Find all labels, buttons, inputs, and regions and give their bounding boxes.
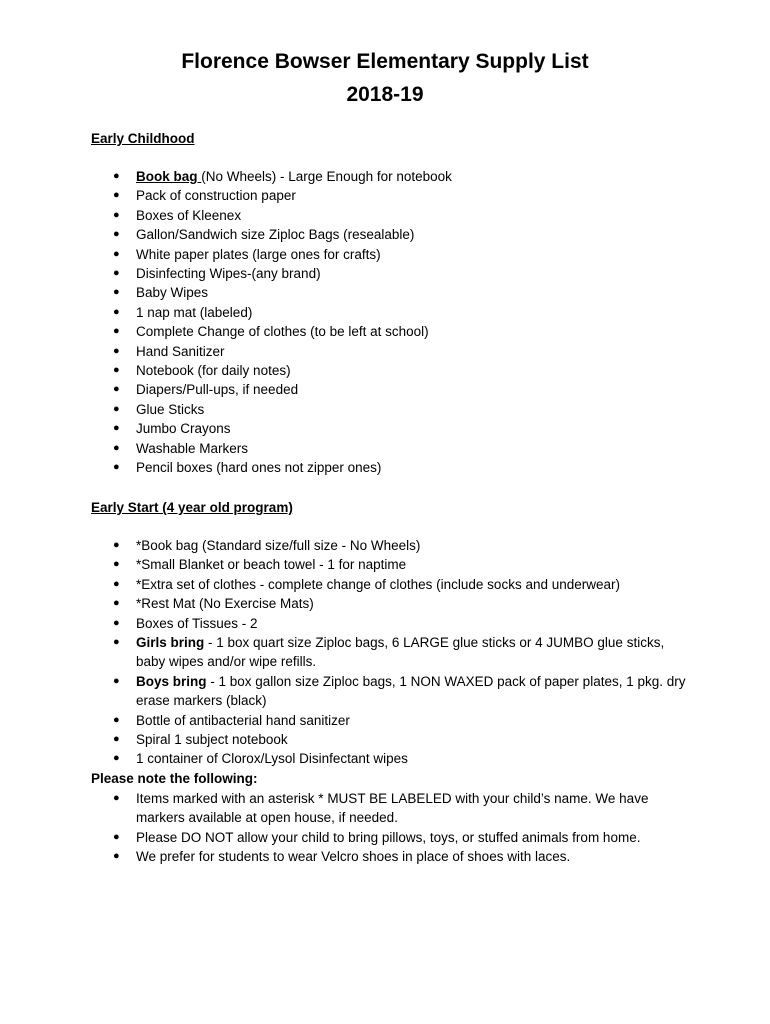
bullet-icon: ● bbox=[113, 383, 120, 396]
bullet-icon: ● bbox=[113, 830, 120, 843]
item-text: White paper plates (large ones for crafts) bbox=[136, 246, 381, 262]
bullet-icon: ● bbox=[113, 577, 120, 590]
bullet-icon: ● bbox=[113, 267, 120, 280]
bullet-icon: ● bbox=[113, 344, 120, 357]
item-text: Items marked with an asterisk * MUST BE LABELED with your child’s name. We have markers available at open house, if needed. bbox=[136, 791, 649, 826]
item-text: Bottle of antibacterial hand sanitizer bbox=[136, 712, 350, 728]
item-lead: Book bag bbox=[136, 169, 202, 184]
item-text: We prefer for students to wear Velcro shoes in place of shoes with laces. bbox=[136, 849, 571, 865]
item-text: Glue Sticks bbox=[136, 401, 205, 417]
bullet-icon: ● bbox=[113, 286, 120, 299]
bullet-icon: ● bbox=[113, 636, 120, 649]
notes-heading: Please note the following: bbox=[91, 771, 258, 786]
item-text: Washable Markers bbox=[136, 440, 249, 456]
item-text: Jumbo Crayons bbox=[136, 421, 231, 437]
list-item bbox=[0, 303, 770, 322]
bullet-icon: ● bbox=[113, 402, 120, 415]
page-year: 2018-19 bbox=[346, 83, 424, 106]
item-text: *Small Blanket or beach towel - 1 for naptime bbox=[136, 557, 407, 573]
item-text: Boxes of Tissues - 2 bbox=[136, 615, 258, 631]
early-start-list bbox=[0, 536, 770, 769]
early-childhood-list bbox=[0, 167, 770, 478]
item-text: *Book bag (Standard size/full size - No Wheels) bbox=[136, 538, 421, 553]
bullet-icon: ● bbox=[113, 539, 120, 551]
item-text: - 1 box gallon size Ziploc bags, 1 NON WAXED pack of paper plates, 1 pkg. dry erase markers (black) bbox=[136, 673, 686, 709]
list-item bbox=[0, 186, 770, 205]
list-item bbox=[0, 342, 770, 361]
list-item bbox=[0, 789, 770, 828]
bullet-icon: ● bbox=[113, 422, 120, 435]
list-item bbox=[0, 458, 770, 477]
bullet-icon: ● bbox=[113, 364, 120, 377]
item-lead: Boys bring bbox=[136, 673, 207, 689]
early-start-heading: Early Start (4 year old program) bbox=[91, 500, 293, 515]
bullet-icon: ● bbox=[113, 674, 120, 687]
list-item bbox=[0, 711, 770, 730]
item-text: - 1 box quart size Ziploc bags, 6 LARGE glue sticks or 4 JUMBO glue sticks, baby wipes and/or wipe refills. bbox=[136, 635, 665, 670]
item-text: (No Wheels) - Large Enough for notebook bbox=[201, 169, 452, 184]
list-item bbox=[0, 380, 770, 399]
bullet-icon: ● bbox=[113, 441, 120, 454]
list-item bbox=[0, 730, 770, 749]
bullet-icon: ● bbox=[113, 461, 120, 474]
list-item bbox=[0, 614, 770, 633]
bullet-icon: ● bbox=[113, 189, 120, 202]
list-item bbox=[0, 749, 770, 768]
list-item bbox=[0, 439, 770, 458]
list-item bbox=[0, 245, 770, 264]
bullet-icon: ● bbox=[113, 325, 120, 338]
bullet-icon: ● bbox=[113, 616, 120, 629]
list-item bbox=[0, 206, 770, 225]
item-lead: Girls bring bbox=[136, 635, 205, 651]
list-item bbox=[0, 594, 770, 613]
item-text: Disinfecting Wipes-(any brand) bbox=[136, 266, 321, 282]
page-title: Florence Bowser Elementary Supply List bbox=[181, 50, 589, 73]
list-item bbox=[0, 167, 770, 186]
bullet-icon: ● bbox=[113, 850, 120, 863]
bullet-icon: ● bbox=[113, 558, 120, 571]
list-item bbox=[0, 672, 770, 711]
item-text: Pack of construction paper bbox=[136, 188, 296, 204]
bullet-icon: ● bbox=[113, 247, 120, 260]
early-childhood-heading: Early Childhood bbox=[91, 131, 195, 146]
item-text: 1 container of Clorox/Lysol Disinfectant wipes bbox=[136, 751, 408, 767]
item-text: 1 nap mat (labeled) bbox=[136, 304, 253, 320]
item-text: Baby Wipes bbox=[136, 285, 209, 301]
list-item bbox=[0, 361, 770, 380]
notes-list bbox=[0, 789, 770, 867]
bullet-icon: ● bbox=[113, 170, 120, 182]
item-text: Please DO NOT allow your child to bring pillows, toys, or stuffed animals from home. bbox=[136, 829, 641, 845]
item-text: *Rest Mat (No Exercise Mats) bbox=[136, 596, 314, 612]
list-item bbox=[0, 555, 770, 574]
bullet-icon: ● bbox=[113, 208, 120, 221]
item-text: Diapers/Pull-ups, if needed bbox=[136, 382, 299, 398]
item-text: Boxes of Kleenex bbox=[136, 207, 242, 223]
item-text: Pencil boxes (hard ones not zipper ones) bbox=[136, 460, 382, 476]
list-item bbox=[0, 322, 770, 341]
item-text: Complete Change of clothes (to be left at school) bbox=[136, 324, 429, 340]
list-item bbox=[0, 264, 770, 283]
bullet-icon: ● bbox=[113, 228, 120, 241]
item-text: *Extra set of clothes - complete change of clothes (include socks and underwear) bbox=[136, 576, 621, 592]
item-text: Gallon/Sandwich size Ziploc Bags (resealable) bbox=[136, 227, 415, 243]
list-item bbox=[0, 633, 770, 672]
list-item bbox=[0, 419, 770, 438]
bullet-icon: ● bbox=[113, 713, 120, 726]
list-item bbox=[0, 828, 770, 847]
list-item bbox=[0, 225, 770, 244]
bullet-icon: ● bbox=[113, 305, 120, 318]
bullet-icon: ● bbox=[113, 733, 120, 746]
item-text: Hand Sanitizer bbox=[136, 343, 225, 359]
list-item bbox=[0, 283, 770, 302]
list-item bbox=[0, 400, 770, 419]
item-text: Spiral 1 subject notebook bbox=[136, 732, 288, 748]
list-item bbox=[0, 847, 770, 866]
item-text: Notebook (for daily notes) bbox=[136, 363, 291, 379]
bullet-icon: ● bbox=[113, 752, 120, 765]
bullet-icon: ● bbox=[113, 597, 120, 610]
list-item bbox=[0, 575, 770, 594]
list-item bbox=[0, 536, 770, 555]
bullet-icon: ● bbox=[113, 792, 120, 804]
